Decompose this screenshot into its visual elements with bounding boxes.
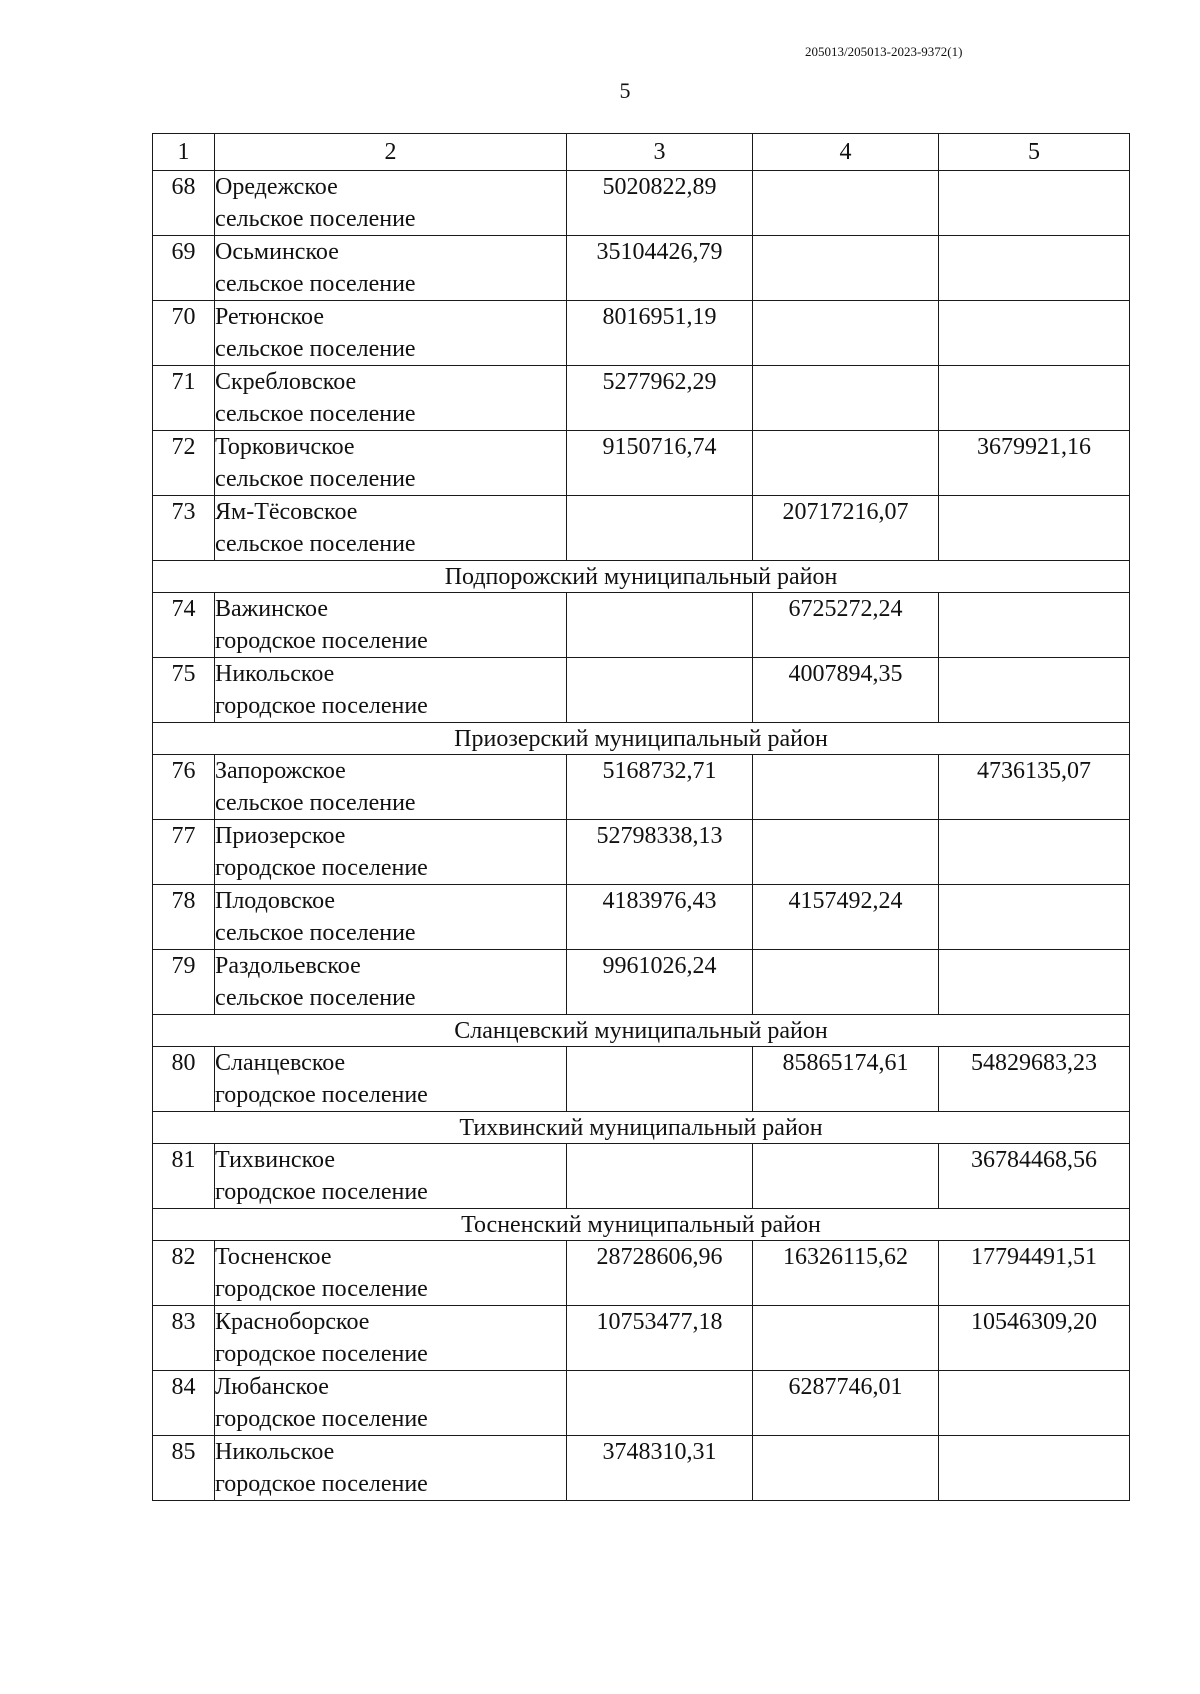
row-number: 81 <box>153 1144 215 1209</box>
amount-col-4 <box>753 820 939 885</box>
amount-col-5: 10546309,20 <box>939 1306 1130 1371</box>
row-number: 85 <box>153 1436 215 1501</box>
amount-col-5 <box>939 366 1130 431</box>
district-title: Сланцевский муниципальный район <box>153 1015 1130 1047</box>
settlement-cell <box>215 366 567 431</box>
settlements-table <box>152 133 1130 1501</box>
table-row <box>153 236 1130 301</box>
table-row <box>153 885 1130 950</box>
settlement-name: Скребловское <box>215 369 357 395</box>
amount-col-4 <box>753 1436 939 1501</box>
amount-col-4: 6287746,01 <box>753 1371 939 1436</box>
amount-col-3: 35104426,79 <box>567 236 753 301</box>
settlement-type: городское поселение <box>215 1179 428 1205</box>
amount-col-4 <box>753 236 939 301</box>
column-header-1: 1 <box>153 134 215 171</box>
table-row <box>153 366 1130 431</box>
settlement-name: Торковичское <box>215 434 355 460</box>
document-id: 205013/205013-2023-9372(1) <box>805 44 963 59</box>
settlement-cell <box>215 820 567 885</box>
column-header-4: 4 <box>753 134 939 171</box>
amount-col-3: 8016951,19 <box>567 301 753 366</box>
amount-col-5 <box>939 658 1130 723</box>
row-number: 78 <box>153 885 215 950</box>
amount-col-5 <box>939 496 1130 561</box>
amount-col-5 <box>939 236 1130 301</box>
amount-col-4 <box>753 431 939 496</box>
district-title: Приозерский муниципальный район <box>153 723 1130 755</box>
page-number: 5 <box>619 78 631 103</box>
table-row <box>153 1371 1130 1436</box>
district-title: Тихвинский муниципальный район <box>153 1112 1130 1144</box>
amount-col-4: 16326115,62 <box>753 1241 939 1306</box>
amount-col-3: 5020822,89 <box>567 171 753 236</box>
settlement-type: городское поселение <box>215 1082 428 1108</box>
row-number: 79 <box>153 950 215 1015</box>
row-number: 70 <box>153 301 215 366</box>
settlement-type: сельское поселение <box>215 336 416 362</box>
district-title: Тосненский муниципальный район <box>153 1209 1130 1241</box>
settlement-cell <box>215 1371 567 1436</box>
settlement-cell <box>215 1436 567 1501</box>
settlement-name: Никольское <box>215 661 335 687</box>
amount-col-3: 9150716,74 <box>567 431 753 496</box>
row-number: 69 <box>153 236 215 301</box>
amount-col-5 <box>939 593 1130 658</box>
settlement-type: сельское поселение <box>215 920 416 946</box>
amount-col-4 <box>753 1306 939 1371</box>
table-row <box>153 1241 1130 1306</box>
table-body <box>153 134 1130 1501</box>
amount-col-4: 20717216,07 <box>753 496 939 561</box>
section-header-row <box>153 1209 1130 1241</box>
amount-col-5: 17794491,51 <box>939 1241 1130 1306</box>
amount-col-4 <box>753 366 939 431</box>
amount-col-3: 5277962,29 <box>567 366 753 431</box>
settlement-cell <box>215 301 567 366</box>
table-row <box>153 1436 1130 1501</box>
table-row <box>153 496 1130 561</box>
amount-col-4: 4157492,24 <box>753 885 939 950</box>
amount-col-4 <box>753 301 939 366</box>
row-number: 77 <box>153 820 215 885</box>
table-row <box>153 658 1130 723</box>
settlement-cell <box>215 496 567 561</box>
table-row <box>153 950 1130 1015</box>
settlement-type: городское поселение <box>215 1341 428 1367</box>
table-row <box>153 431 1130 496</box>
amount-col-5: 54829683,23 <box>939 1047 1130 1112</box>
settlement-name: Важинское <box>215 596 328 622</box>
amount-col-4 <box>753 755 939 820</box>
row-number: 84 <box>153 1371 215 1436</box>
section-header-row <box>153 723 1130 755</box>
amount-col-3: 4183976,43 <box>567 885 753 950</box>
settlement-name: Плодовское <box>215 888 336 914</box>
settlement-cell <box>215 755 567 820</box>
row-number: 73 <box>153 496 215 561</box>
settlement-name: Раздольевское <box>215 953 361 979</box>
settlement-cell <box>215 1306 567 1371</box>
column-header-3: 3 <box>567 134 753 171</box>
settlement-type: городское поселение <box>215 1406 428 1432</box>
row-number: 71 <box>153 366 215 431</box>
settlement-name: Никольское <box>215 1439 335 1465</box>
amount-col-3 <box>567 593 753 658</box>
settlement-cell <box>215 1241 567 1306</box>
settlement-type: сельское поселение <box>215 466 416 492</box>
amount-col-5 <box>939 885 1130 950</box>
settlement-cell <box>215 171 567 236</box>
settlement-name: Любанское <box>215 1374 329 1400</box>
amount-col-3: 52798338,13 <box>567 820 753 885</box>
settlement-type: сельское поселение <box>215 790 416 816</box>
row-number: 83 <box>153 1306 215 1371</box>
amount-col-4: 85865174,61 <box>753 1047 939 1112</box>
settlement-type: сельское поселение <box>215 401 416 427</box>
amount-col-3: 28728606,96 <box>567 1241 753 1306</box>
settlement-cell <box>215 1144 567 1209</box>
amount-col-5 <box>939 1371 1130 1436</box>
settlement-name: Запорожское <box>215 758 346 784</box>
settlement-cell <box>215 1047 567 1112</box>
settlement-cell <box>215 431 567 496</box>
settlement-cell <box>215 236 567 301</box>
section-header-row <box>153 1112 1130 1144</box>
amount-col-3 <box>567 658 753 723</box>
amount-col-3: 3748310,31 <box>567 1436 753 1501</box>
settlement-type: городское поселение <box>215 693 428 719</box>
settlement-name: Красноборское <box>215 1309 370 1335</box>
amount-col-4 <box>753 950 939 1015</box>
amount-col-3: 5168732,71 <box>567 755 753 820</box>
amount-col-5: 4736135,07 <box>939 755 1130 820</box>
settlement-name: Ям-Тёсовское <box>215 499 358 525</box>
settlement-type: сельское поселение <box>215 206 416 232</box>
settlement-cell <box>215 593 567 658</box>
amount-col-5 <box>939 301 1130 366</box>
table-header-row <box>153 134 1130 171</box>
settlement-name: Осьминское <box>215 239 339 265</box>
table-row <box>153 1306 1130 1371</box>
settlement-name: Ретюнское <box>215 304 324 330</box>
settlement-name: Сланцевское <box>215 1050 346 1076</box>
row-number: 80 <box>153 1047 215 1112</box>
settlement-type: сельское поселение <box>215 985 416 1011</box>
settlement-type: сельское поселение <box>215 271 416 297</box>
amount-col-5: 36784468,56 <box>939 1144 1130 1209</box>
row-number: 76 <box>153 755 215 820</box>
settlement-type: городское поселение <box>215 855 428 881</box>
settlement-type: городское поселение <box>215 628 428 654</box>
amount-col-3: 10753477,18 <box>567 1306 753 1371</box>
section-header-row <box>153 1015 1130 1047</box>
settlement-name: Тосненское <box>215 1244 332 1270</box>
amount-col-4 <box>753 1144 939 1209</box>
table-row <box>153 755 1130 820</box>
settlement-cell <box>215 885 567 950</box>
settlement-name: Оредежское <box>215 174 338 200</box>
amount-col-3 <box>567 1371 753 1436</box>
column-header-2: 2 <box>215 134 567 171</box>
settlement-cell <box>215 658 567 723</box>
amount-col-4: 6725272,24 <box>753 593 939 658</box>
district-title: Подпорожский муниципальный район <box>153 561 1130 593</box>
amount-col-4 <box>753 171 939 236</box>
amount-col-3: 9961026,24 <box>567 950 753 1015</box>
row-number: 72 <box>153 431 215 496</box>
table-row <box>153 1144 1130 1209</box>
table-row <box>153 820 1130 885</box>
section-header-row <box>153 561 1130 593</box>
table-row <box>153 593 1130 658</box>
settlement-cell <box>215 950 567 1015</box>
settlement-name: Приозерское <box>215 823 346 849</box>
amount-col-5 <box>939 171 1130 236</box>
table-row <box>153 171 1130 236</box>
settlement-name: Тихвинское <box>215 1147 335 1173</box>
settlement-type: городское поселение <box>215 1471 428 1497</box>
row-number: 75 <box>153 658 215 723</box>
amount-col-4: 4007894,35 <box>753 658 939 723</box>
settlement-type: сельское поселение <box>215 531 416 557</box>
amount-col-5 <box>939 1436 1130 1501</box>
amount-col-3 <box>567 1144 753 1209</box>
amount-col-3 <box>567 496 753 561</box>
row-number: 74 <box>153 593 215 658</box>
amount-col-5: 3679921,16 <box>939 431 1130 496</box>
table-row <box>153 1047 1130 1112</box>
amount-col-5 <box>939 950 1130 1015</box>
amount-col-3 <box>567 1047 753 1112</box>
row-number: 68 <box>153 171 215 236</box>
column-header-5: 5 <box>939 134 1130 171</box>
settlement-type: городское поселение <box>215 1276 428 1302</box>
amount-col-5 <box>939 820 1130 885</box>
row-number: 82 <box>153 1241 215 1306</box>
table-row <box>153 301 1130 366</box>
